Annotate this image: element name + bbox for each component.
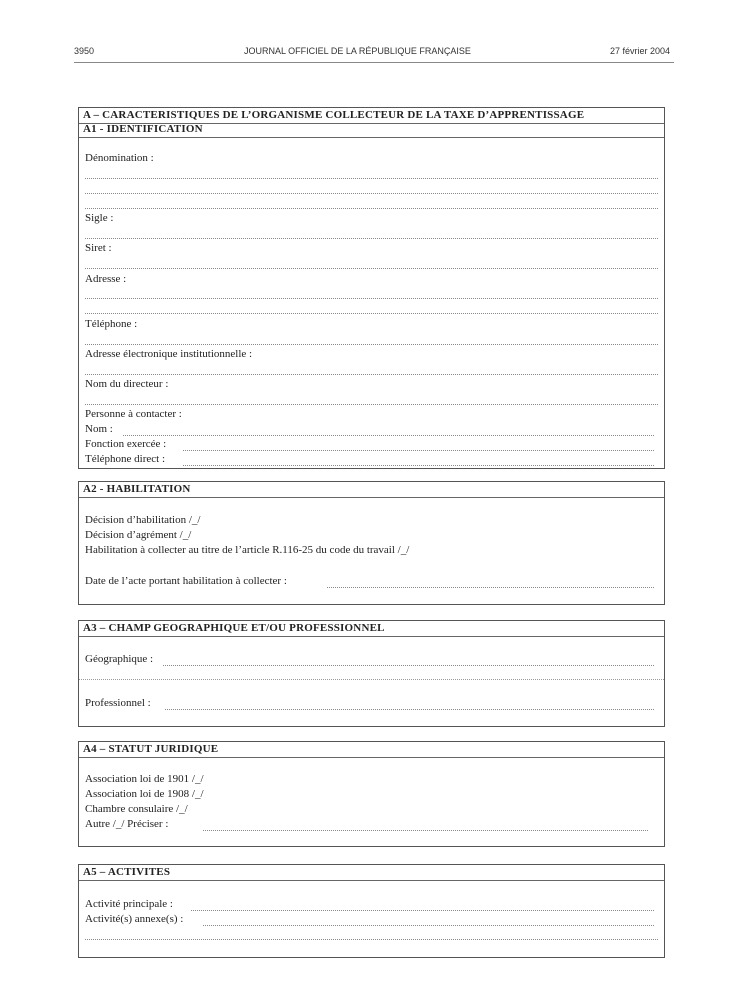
section-a2-box xyxy=(78,481,665,605)
section-a4-box xyxy=(78,741,665,847)
telephone-direct-label: Téléphone direct : xyxy=(85,453,166,465)
adresse-electronique-line xyxy=(85,374,658,375)
adresse-line-2 xyxy=(85,313,658,314)
activites-annexes-label: Activité(s) annexe(s) : xyxy=(85,913,184,925)
date-acte-line xyxy=(327,587,654,588)
section-a4-divider xyxy=(79,757,664,758)
telephone-label: Téléphone : xyxy=(85,318,138,330)
autre-preciser-line xyxy=(203,830,648,831)
section-a3-title: A3 – CHAMP GEOGRAPHIQUE ET/OU PROFESSIONNEL xyxy=(83,622,385,634)
habilitation-article: Habilitation à collecter au titre de l’article R.116-25 du code du travail /_/ xyxy=(85,544,410,556)
section-a5-divider xyxy=(79,880,664,881)
activite-principale-line xyxy=(191,910,654,911)
denomination-line-1 xyxy=(85,178,658,179)
section-a3-divider xyxy=(79,636,664,637)
section-a1-divider xyxy=(79,137,664,138)
autre-preciser-label: Autre /_/ Préciser : xyxy=(85,818,169,830)
personne-contacter-label: Personne à contacter : xyxy=(85,408,182,420)
adresse-label: Adresse : xyxy=(85,273,127,285)
nom-directeur-label: Nom du directeur : xyxy=(85,378,169,390)
page-number: 3950 xyxy=(74,46,95,56)
header-rule xyxy=(74,62,674,63)
section-a1-box xyxy=(78,107,665,469)
professionnel-label: Professionnel : xyxy=(85,697,151,709)
nom-label: Nom : xyxy=(85,423,113,435)
activites-annexes-line xyxy=(203,925,654,926)
telephone-line xyxy=(85,344,658,345)
telephone-direct-line xyxy=(183,465,654,466)
date-acte-label: Date de l’acte portant habilitation à collecter : xyxy=(85,575,287,587)
siret-line xyxy=(85,268,658,269)
denomination-label: Dénomination : xyxy=(85,152,154,164)
chambre-consulaire: Chambre consulaire /_/ xyxy=(85,803,188,815)
fonction-line xyxy=(183,450,654,451)
activites-extra-line xyxy=(85,939,658,940)
nom-directeur-line xyxy=(85,404,658,405)
geographique-label: Géographique : xyxy=(85,653,154,665)
header-date: 27 février 2004 xyxy=(610,46,671,56)
section-a3-box xyxy=(78,620,665,727)
sigle-line xyxy=(85,238,658,239)
fonction-label: Fonction exercée : xyxy=(85,438,167,450)
section-a1-title: A1 - IDENTIFICATION xyxy=(83,123,203,135)
denomination-line-3 xyxy=(85,208,658,209)
journal-title: JOURNAL OFFICIEL DE LA RÉPUBLIQUE FRANÇAISE xyxy=(244,46,471,56)
geographique-line xyxy=(163,665,654,666)
section-a4-title: A4 – STATUT JURIDIQUE xyxy=(83,743,219,755)
decision-habilitation: Décision d’habilitation /_/ xyxy=(85,514,201,526)
association-1908: Association loi de 1908 /_/ xyxy=(85,788,204,800)
activite-principale-label: Activité principale : xyxy=(85,898,173,910)
section-a2-divider xyxy=(79,497,664,498)
section-a5-box xyxy=(78,864,665,958)
nom-line xyxy=(123,435,654,436)
section-a-title: A – CARACTERISTIQUES DE L’ORGANISME COLLECTEUR DE LA TAXE D’APPRENTISSAGE xyxy=(83,109,585,121)
professionnel-line xyxy=(165,709,654,710)
section-a5-title: A5 – ACTIVITES xyxy=(83,866,171,878)
siret-label: Siret : xyxy=(85,242,112,254)
adresse-line-1 xyxy=(85,298,658,299)
sigle-label: Sigle : xyxy=(85,212,114,224)
adresse-electronique-label: Adresse électronique institutionnelle : xyxy=(85,348,253,360)
denomination-line-2 xyxy=(85,193,658,194)
a3-separator xyxy=(79,679,664,680)
section-a2-title: A2 - HABILITATION xyxy=(83,483,191,495)
decision-agrement: Décision d’agrément /_/ xyxy=(85,529,192,541)
association-1901: Association loi de 1901 /_/ xyxy=(85,773,204,785)
